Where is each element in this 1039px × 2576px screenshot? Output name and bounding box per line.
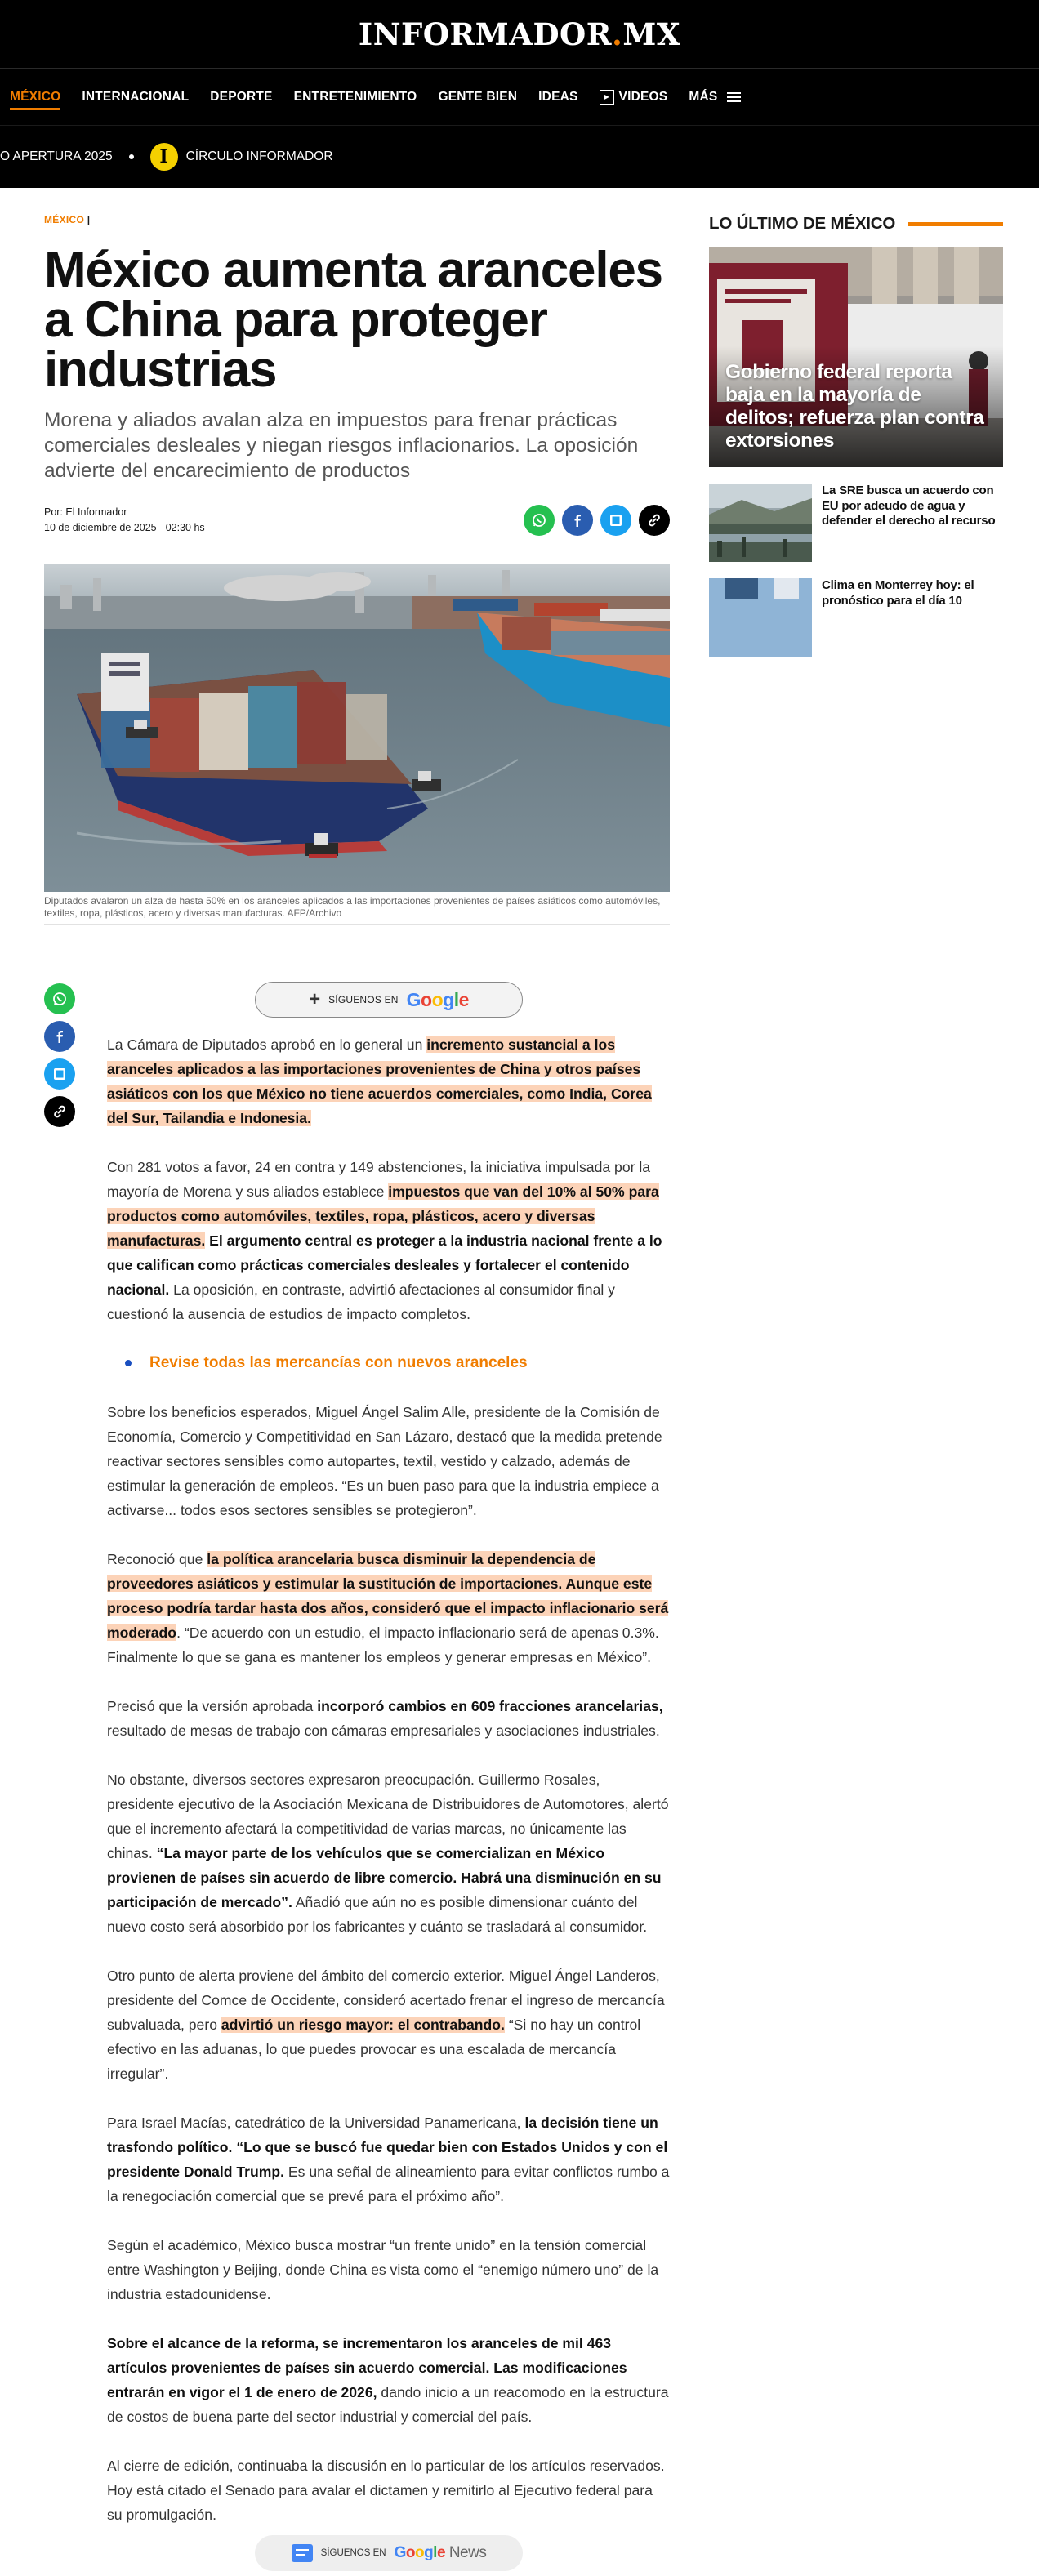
follow-google-news-button[interactable]: [255, 2535, 523, 2571]
nav-item-mas-label: MÁS: [689, 89, 718, 104]
highlight-4: advirtió un riesgo mayor: el contrabando.: [221, 2017, 505, 2033]
whatsapp-icon: [51, 991, 68, 1007]
nav-item-entretenimiento[interactable]: ENTRETENIMIENTO: [293, 89, 417, 104]
x-twitter-icon: [52, 1067, 67, 1081]
play-icon: ▶: [600, 90, 614, 105]
section-tag: [44, 214, 670, 225]
copy-link-button-side[interactable]: [44, 1096, 75, 1127]
paragraph-4: Reconoció que la política arancelaria busca disminuir la dependencia de proveedores asiáticos y estimular la sustitución de importaciones. Aunque este proceso podría tardar hasta dos años, consideró que el impacto inflacionario será moderado. “De acuerdo con un estudio, el impacto inflacionario será de apenas 0.3%. Finalmente lo que se gana es mantener los empleos y generar empresas en México”.: [107, 1551, 669, 1665]
highlight-1: incremento sustancial a los aranceles aplicados a las importaciones provenientes de China y otros países asiáticos con los que México no tiene acuerdos comerciales, como India, Corea del Sur, Tailandia e Indonesia.: [107, 1036, 652, 1126]
follow-google-label: SÍGUENOS EN: [328, 994, 399, 1005]
nav-item-videos[interactable]: [600, 69, 668, 125]
plus-icon: +: [309, 988, 321, 1010]
sidebar-header: [709, 214, 1003, 234]
follow-google-news-label: SÍGUENOS EN: [320, 2548, 386, 2558]
sidebar-title-rule: [908, 222, 1003, 226]
sub-nav: [0, 126, 1039, 188]
link-icon: [646, 512, 662, 528]
facebook-icon: [51, 1028, 68, 1045]
subnav-item-circulo[interactable]: [150, 143, 333, 171]
main-nav: [0, 69, 1039, 126]
facebook-icon: [569, 512, 586, 528]
article-body: [107, 1032, 671, 2551]
section-link[interactable]: MÉXICO: [44, 214, 85, 225]
latest-story-image: [709, 578, 812, 657]
paragraph-5: Precisó que la versión aprobada incorporó cambios en 609 fracciones arancelarias, resultado de mesas de trabajo con cámaras empresariales y asociaciones industriales.: [107, 1698, 663, 1739]
logo-suffix: MX: [622, 16, 681, 52]
article-title: México aumenta aranceles a China para proteger industrias: [44, 242, 662, 398]
byline-row: [44, 505, 670, 536]
related-link-item: [125, 1351, 671, 1375]
whatsapp-icon: [531, 512, 547, 528]
nav-item-deporte[interactable]: DEPORTE: [210, 89, 273, 104]
sidebar-title: LO ÚLTIMO DE MÉXICO: [709, 214, 896, 233]
latest-story-item[interactable]: [709, 484, 1003, 562]
site-logo[interactable]: [359, 16, 680, 52]
logo-dot: .: [612, 16, 623, 52]
highlight-2: impuestos que van del 10% al 50% para productos como automóviles, textiles, ropa, plásticos, acero y diversas manufacturas.: [107, 1183, 659, 1249]
menu-icon: [727, 92, 741, 102]
nav-item-videos-label: VIDEOS: [618, 89, 668, 104]
highlight-3: la política arancelaria busca disminuir la dependencia de proveedores asiáticos y estimular la sustitución de importaciones. Aunque este proceso podría tardar hasta dos años, consideró que el impacto inflacionario será moderado: [107, 1551, 669, 1641]
article-author: Por: El Informador: [44, 506, 127, 518]
paragraph-8: Para Israel Macías, catedrático de la Universidad Panamericana, la decisión tiene un trasfondo político. “Lo que se buscó fue quedar bien con Estados Unidos y con el presidente Donald Trump. Es una señal de alineamiento para evitar conflictos rumbo a la renegociación comercial que se prevé para el próximo año”.: [107, 2115, 670, 2204]
facebook-share-button-side[interactable]: [44, 1021, 75, 1052]
related-links: [125, 1351, 671, 1375]
share-buttons-side: [44, 983, 75, 1127]
google-news-wordmark: Google News: [394, 2544, 487, 2561]
related-link[interactable]: Revise todas las mercancías con nuevos aranceles: [149, 1354, 528, 1371]
facebook-share-button[interactable]: [562, 505, 593, 536]
photo-caption: Diputados avalaron un alza de hasta 50% en los aranceles aplicados a las importaciones provenientes de países asiáticos como automóviles, textiles, ropa, plásticos, acero y diversas manufacturas. AFP/Archivo: [44, 895, 670, 925]
paragraph-7: Otro punto de alerta proviene del ámbito del comercio exterior. Miguel Ángel Landeros, presidente del Comce de Occidente, consideró acertado frenar el ingreso de mercancía subvaluada, pero advirtió un riesgo mayor: el contrabando. “Si no hay un control efectivo en las aduanas, lo que puedes provocar es una escalada de mercancía irregular”.: [107, 1968, 665, 2082]
nav-item-mas[interactable]: [689, 69, 741, 125]
byline: [44, 505, 205, 536]
article-figure: [44, 564, 670, 925]
x-twitter-icon: [609, 513, 623, 528]
share-buttons-top: [524, 505, 670, 536]
nav-item-mexico[interactable]: MÉXICO: [10, 69, 60, 125]
google-news-icon: [292, 2544, 313, 2562]
whatsapp-share-button-side[interactable]: [44, 983, 75, 1014]
article-date: 10 de diciembre de 2025 - 02:30 hs: [44, 522, 205, 533]
circulo-informador-icon: I: [150, 143, 178, 171]
top-bar: [0, 0, 1039, 69]
site-header: [0, 0, 1039, 188]
subnav-separator: [129, 154, 134, 159]
bullet-icon: [125, 1360, 132, 1366]
paragraph-11: Al cierre de edición, continuaba la discusión en lo particular de los artículos reservados. Hoy está citado el Senado para avalar el dictamen y remitirlo al Ejecutivo federal para su promulgación.: [107, 2458, 665, 2523]
paragraph-2: Con 281 votos a favor, 24 en contra y 149 abstenciones, la iniciativa impulsada por la mayoría de Morena y sus aliados establece impuestos que van del 10% al 50% para productos como automóviles, textiles, ropa, plásticos, acero y diversas manufacturas. El argumento central es proteger a la industria nacional frente a lo que califican como prácticas comerciales desleales y fortalecer el contenido nacional. La oposición, en contraste, advirtió afectaciones al consumidor final y cuestionó la ausencia de estudios de impacto completos.: [107, 1159, 662, 1322]
featured-story[interactable]: [709, 247, 1003, 467]
article-photo: [44, 564, 670, 892]
latest-story-image: [709, 484, 812, 562]
featured-story-headline: Gobierno federal reporta baja en la mayoría de delitos; refuerza plan contra extorsiones: [725, 361, 984, 452]
subnav-item-apertura[interactable]: O APERTURA 2025: [0, 149, 113, 163]
latest-news-sidebar: [709, 214, 1003, 608]
latest-story-headline: Clima en Monterrey hoy: el pronóstico para el día 10: [822, 578, 974, 608]
section-separator: |: [87, 214, 91, 225]
latest-story-headline: La SRE busca un acuerdo con EU por adeudo de agua y defender el derecho al recurso: [822, 484, 996, 528]
paragraph-6: No obstante, diversos sectores expresaron preocupación. Guillermo Rosales, presidente ejecutivo de la Asociación Mexicana de Distribuidores de Automotores, alertó que el incremento afectará la competitividad de varias marcas, no únicamente las chinas. “La mayor parte de los vehículos que se comercializan en México provienen de países sin acuerdo de libre comercio. Habrá una disminución en su participación de mercado”. Añadió que aún no es posible dimensionar cuánto del nuevo costo será absorbido por los fabricantes y cuánto se trasladará al consumidor.: [107, 1772, 669, 1935]
paragraph-3: Sobre los beneficios esperados, Miguel Ángel Salim Alle, presidente de la Comisión de Economía, Comercio y Competitividad en San Lázaro, destacó que la medida pretende reactivar sectores sensibles como autopartes, textil, vestido y calzado, además de estimular la generación de empleos. “Es un buen paso para que la industria empiece a activarse... todos esos sectores sensibles se protegieron”.: [107, 1404, 662, 1518]
copy-link-button[interactable]: [639, 505, 670, 536]
latest-story-item[interactable]: [709, 578, 1003, 608]
article-subtitle: Morena y aliados avalan alza en impuestos para frenar prácticas comerciales desleales y niegan riesgos inflacionarios. La oposición advierte del encarecimiento de productos: [44, 409, 639, 482]
nav-item-internacional[interactable]: INTERNACIONAL: [82, 89, 190, 104]
paragraph-1: La Cámara de Diputados aprobó en lo general un incremento sustancial a los aranceles aplicados a las importaciones provenientes de China y otros países asiáticos con los que México no tiene acuerdos comerciales, como India, Corea del Sur, Tailandia e Indonesia.: [107, 1036, 652, 1126]
follow-google-button[interactable]: [255, 982, 523, 1018]
cargo-ship-port-image: [44, 564, 670, 892]
article-header: [44, 214, 670, 925]
logo-main: INFORMADOR: [358, 16, 613, 52]
twitter-share-button[interactable]: [600, 505, 631, 536]
subnav-item-circulo-label: CÍRCULO INFORMADOR: [185, 149, 333, 163]
twitter-share-button-side[interactable]: [44, 1058, 75, 1090]
link-icon: [51, 1103, 68, 1120]
nav-item-gente-bien[interactable]: GENTE BIEN: [438, 89, 518, 104]
paragraph-9: Según el académico, México busca mostrar “un frente unido” en la tensión comercial entre Washington y Beijing, donde China es vista como el “enemigo número uno” de la industria estadounidense.: [107, 2237, 659, 2302]
nav-item-ideas[interactable]: IDEAS: [538, 89, 578, 104]
whatsapp-share-button[interactable]: [524, 505, 555, 536]
google-wordmark: Google: [406, 988, 469, 1010]
paragraph-10: Sobre el alcance de la reforma, se incrementaron los aranceles de mil 463 artículos provenientes de países sin acuerdo comercial. Las modificaciones entrarán en vigor el 1 de enero de 2026, dando inicio a un reacomodo en la estructura de costos de buena parte del sector industrial y comercial del país.: [107, 2335, 669, 2425]
news-word: News: [448, 2544, 487, 2561]
